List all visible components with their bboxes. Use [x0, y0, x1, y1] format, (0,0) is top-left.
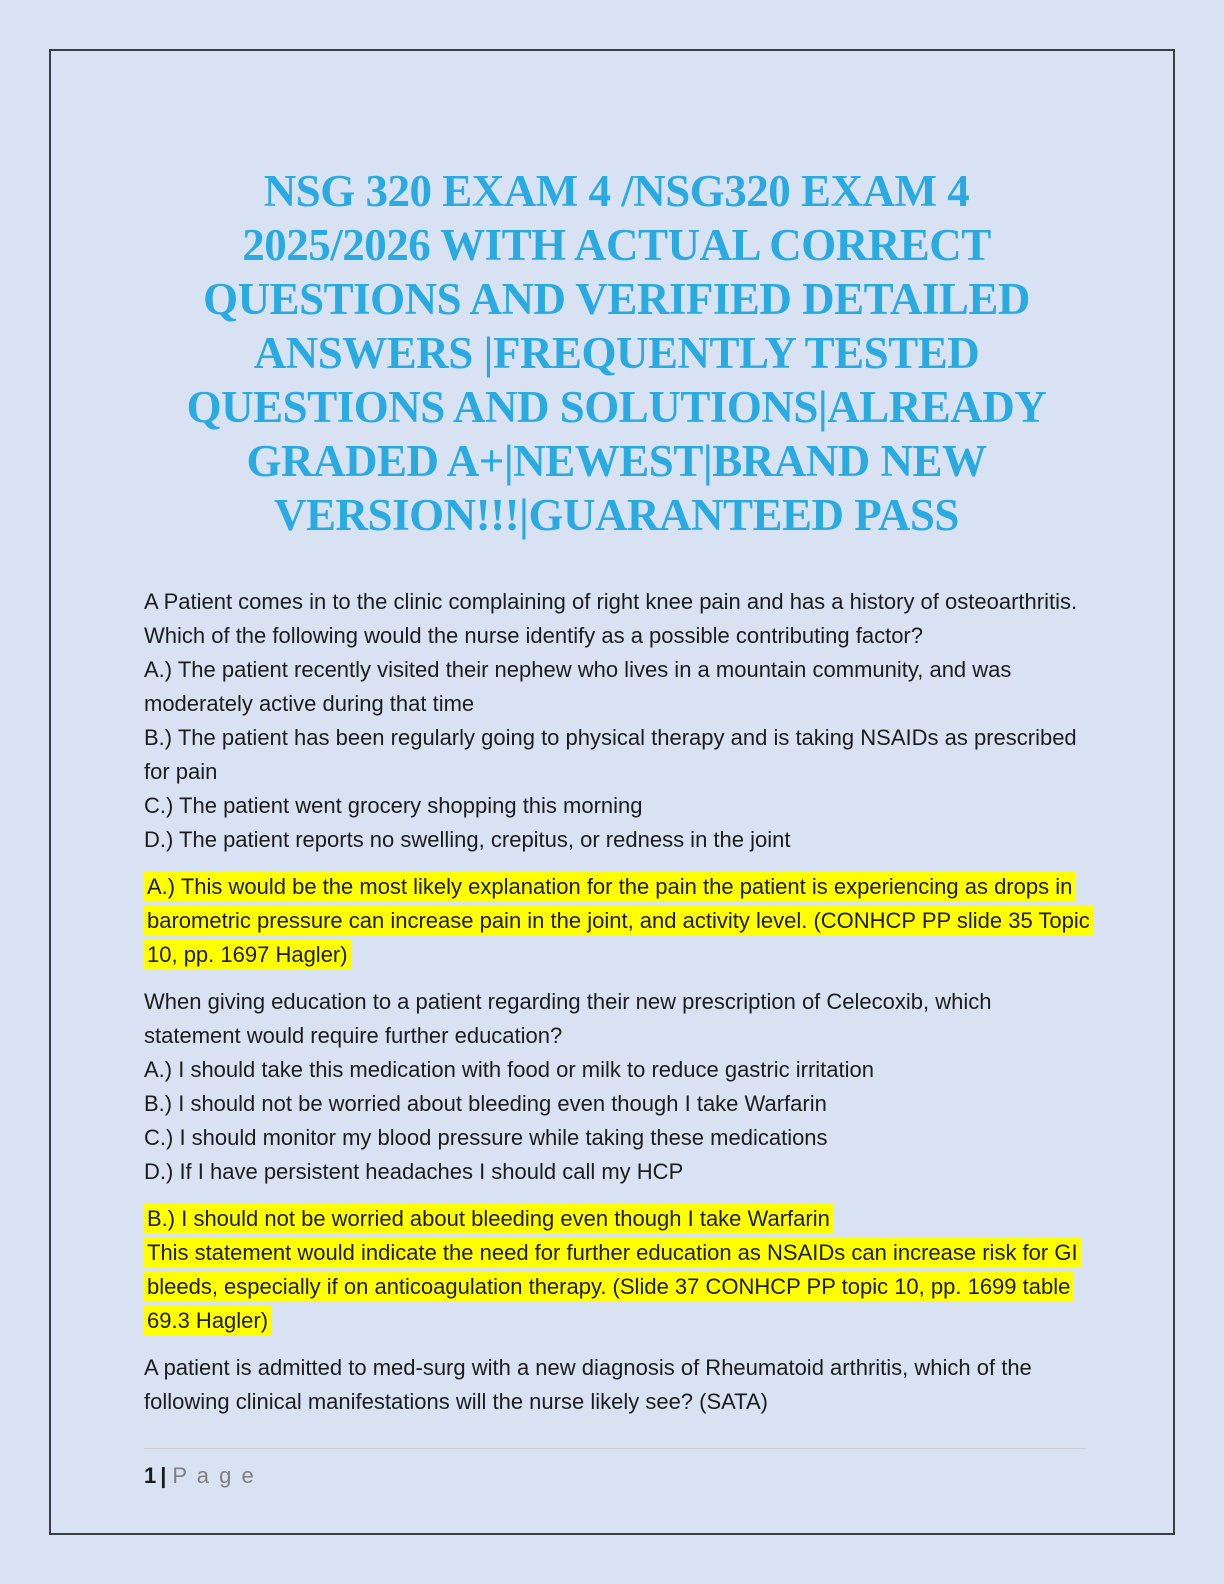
page-number: 1: [144, 1463, 157, 1488]
option-c: C.) I should monitor my blood pressure while taking these medications: [144, 1125, 828, 1150]
question-text: A patient is admitted to med-surg with a new diagnosis of Rheumatoid arthritis, which of the following clinical manifestations will the nurse likely see? (SATA): [144, 1355, 1032, 1414]
footer-divider: [144, 1448, 1085, 1449]
title-line: QUESTIONS AND SOLUTIONS|ALREADY: [186, 382, 1047, 432]
option-d: D.) The patient reports no swelling, crepitus, or redness in the joint: [144, 827, 791, 852]
highlighted-answer: [144, 870, 1093, 972]
question-block-2: [144, 985, 1093, 1189]
document-title: [144, 164, 1089, 542]
title-line: VERSION!!!|GUARANTEED PASS: [274, 490, 959, 540]
answer-block-1: [144, 870, 1093, 972]
highlight-text: A.) This would be the most likely explanation for the pain the patient is experiencing as drops in barometric pressure can increase pain in the joint, and activity level. (CONHCP PP slide 35 Topic 10, pp. 1697 Hagler): [144, 872, 1093, 969]
highlight-text: This statement would indicate the need for further education as NSAIDs can increase risk for GI bleeds, especially if on anticoagulation therapy. (Slide 37 CONHCP PP topic 10, pp. 1699 table 69.3 Hagler): [144, 1238, 1081, 1335]
option-a: A.) I should take this medication with food or milk to reduce gastric irritation: [144, 1057, 874, 1082]
title-line: ANSWERS |FREQUENTLY TESTED: [253, 328, 980, 378]
question-block-1: [144, 585, 1093, 857]
option-b: B.) I should not be worried about bleeding even though I take Warfarin: [144, 1091, 827, 1116]
page-footer: [144, 1448, 1085, 1489]
answer-block-2: [144, 1202, 1093, 1338]
option-b: B.) The patient has been regularly going to physical therapy and is taking NSAIDs as prescribed for pain: [144, 725, 1077, 784]
document-body: [144, 585, 1093, 1419]
question-block-3: [144, 1351, 1093, 1419]
option-c: C.) The patient went grocery shopping this morning: [144, 793, 643, 818]
footer-page-label: P a g e: [172, 1463, 256, 1488]
page-content: [51, 51, 1173, 1419]
highlighted-answer: [144, 1202, 1093, 1236]
highlight-text: B.) I should not be worried about bleeding even though I take Warfarin: [144, 1204, 833, 1233]
page-border: [49, 49, 1175, 1535]
footer-separator: |: [160, 1463, 167, 1488]
title-line: GRADED A+|NEWEST|BRAND NEW: [246, 436, 987, 486]
footer-text: [144, 1463, 1085, 1489]
highlighted-explanation: [144, 1236, 1093, 1338]
title-line: NSG 320 EXAM 4 /NSG320 EXAM 4: [263, 166, 970, 216]
option-d: D.) If I have persistent headaches I should call my HCP: [144, 1159, 684, 1184]
title-line: QUESTIONS AND VERIFIED DETAILED: [203, 274, 1030, 324]
title-line: 2025/2026 WITH ACTUAL CORRECT: [242, 220, 991, 270]
question-text: When giving education to a patient regarding their new prescription of Celecoxib, which statement would require further education?: [144, 989, 992, 1048]
question-text: A Patient comes in to the clinic complaining of right knee pain and has a history of osteoarthritis. Which of the following would the nurse identify as a possible contributing factor?: [144, 589, 1078, 648]
option-a: A.) The patient recently visited their nephew who lives in a mountain community, and was moderately active during that time: [144, 657, 1012, 716]
